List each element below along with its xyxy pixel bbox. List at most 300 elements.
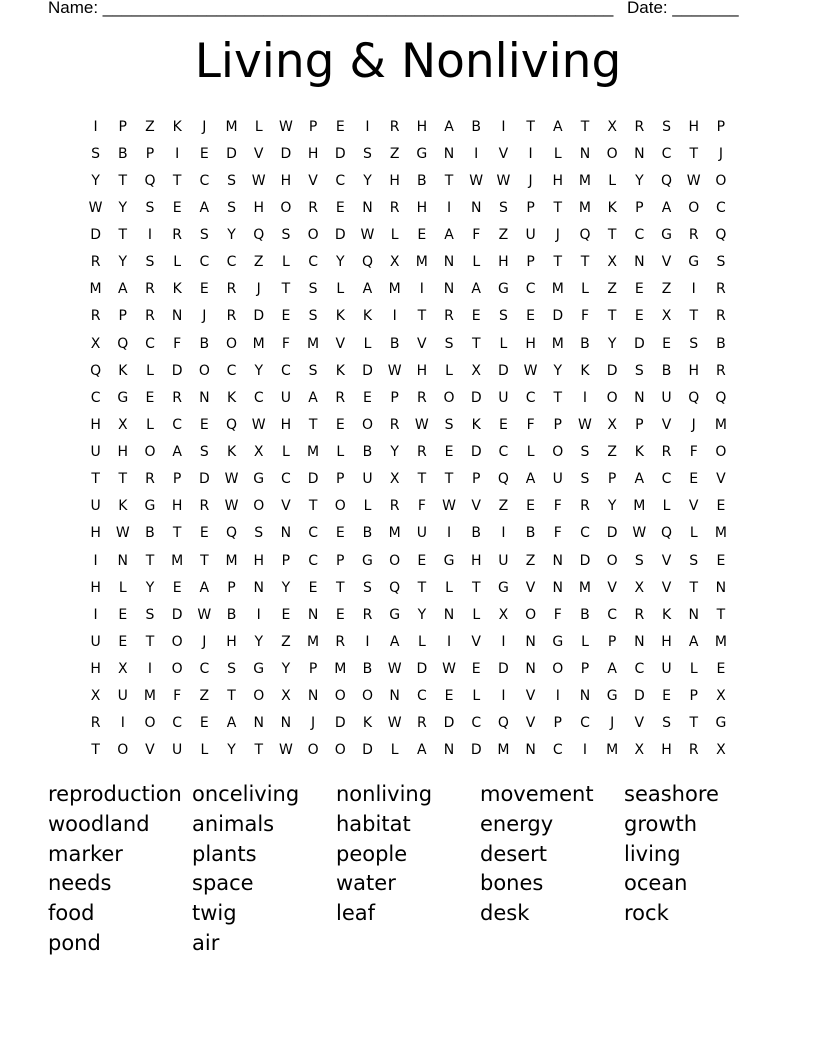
grid-letter: O xyxy=(307,742,319,759)
grid-letter: P xyxy=(227,579,236,596)
grid-letter: Q xyxy=(497,715,509,732)
grid-letter: R xyxy=(335,389,346,406)
grid-letter: E xyxy=(145,389,155,406)
grid-letter: F xyxy=(417,498,426,515)
grid-letter: L xyxy=(472,254,481,271)
grid-letter: B xyxy=(525,525,536,542)
grid-letter: K xyxy=(226,444,237,461)
grid-letter: D xyxy=(470,389,482,406)
word-bank-item: growth xyxy=(624,811,698,836)
grid-letter: Q xyxy=(226,525,238,542)
grid-letter: B xyxy=(471,118,482,135)
word-bank-item: nonliving xyxy=(336,782,433,806)
grid-letter: E xyxy=(716,498,726,515)
grid-letter: H xyxy=(389,172,400,189)
grid-letter: G xyxy=(497,579,509,596)
grid-letter: T xyxy=(308,416,318,433)
grid-letter: S xyxy=(363,579,372,596)
grid-letter: M xyxy=(307,633,320,650)
grid-letter: F xyxy=(553,525,562,542)
grid-letter: M xyxy=(89,281,102,298)
grid-letter: C xyxy=(199,172,210,189)
grid-letter: R xyxy=(145,281,155,298)
grid-letter: N xyxy=(579,688,591,705)
grid-letter: O xyxy=(552,444,564,461)
word-bank-item: pond xyxy=(48,930,101,955)
grid-letter: W xyxy=(278,742,293,759)
grid-letter: M xyxy=(334,661,347,678)
grid-letter: M xyxy=(551,281,564,298)
grid-letter: H xyxy=(416,199,428,216)
grid-letter: H xyxy=(90,525,101,542)
grid-letter: C xyxy=(525,389,536,406)
grid-letter: X xyxy=(716,688,726,705)
grid-letter: R xyxy=(226,281,237,298)
grid-letter: Z xyxy=(281,633,291,650)
grid-letter: E xyxy=(335,416,345,433)
grid-letter: P xyxy=(336,471,345,488)
grid-letter: U xyxy=(661,389,672,406)
grid-letter: E xyxy=(118,606,128,623)
grid-letter: E xyxy=(335,199,345,216)
word-bank-item: bones xyxy=(480,871,544,896)
grid-letter: R xyxy=(580,498,590,515)
grid-letter: Z xyxy=(498,498,509,515)
grid-letter: T xyxy=(580,254,590,271)
grid-letter: L xyxy=(689,661,698,678)
grid-letter: T xyxy=(689,579,698,596)
grid-letter: U xyxy=(280,389,292,406)
grid-letter: E xyxy=(281,308,291,325)
grid-letter: C xyxy=(281,362,291,379)
grid-row xyxy=(82,547,735,574)
grid-letter: X xyxy=(90,335,101,352)
grid-letter: R xyxy=(716,308,726,325)
grid-letter: R xyxy=(716,362,726,379)
word-bank-item: reproduction xyxy=(48,782,182,806)
grid-letter: M xyxy=(388,525,401,542)
grid-letter: A xyxy=(634,471,645,488)
grid-letter: E xyxy=(444,688,454,705)
grid-letter: Q xyxy=(361,254,373,271)
grid-letter: L xyxy=(553,145,562,162)
grid-letter: Z xyxy=(607,444,617,461)
grid-letter: L xyxy=(472,688,481,705)
grid-letter: S xyxy=(91,145,101,162)
grid-letter: D xyxy=(443,715,455,732)
grid-letter: V xyxy=(661,552,672,569)
grid-letter: R xyxy=(416,444,427,461)
grid-letter: V xyxy=(661,416,672,433)
grid-row xyxy=(82,249,735,276)
grid-letter: U xyxy=(661,661,672,678)
grid-letter: R xyxy=(389,118,400,135)
grid-letter: X xyxy=(117,416,128,433)
grid-letter: C xyxy=(525,281,536,298)
grid-letter: Z xyxy=(498,227,509,244)
grid-letter: Y xyxy=(145,579,155,596)
grid-letter: Y xyxy=(227,227,236,244)
grid-letter: W xyxy=(578,416,592,433)
grid-row xyxy=(82,656,735,683)
grid-letter: E xyxy=(526,308,536,325)
grid-letter: W xyxy=(632,525,647,542)
grid-letter: H xyxy=(688,118,699,135)
grid-letter: D xyxy=(633,335,645,352)
grid-letter: Y xyxy=(336,254,345,271)
grid-letter: I xyxy=(93,552,98,569)
grid-letter: P xyxy=(635,199,644,216)
grid-letter: F xyxy=(472,227,481,244)
word-bank-item: plants xyxy=(192,841,257,866)
grid-row xyxy=(82,601,735,628)
grid-letter: Y xyxy=(363,172,372,189)
grid-letter: D xyxy=(171,606,183,623)
grid-letter: R xyxy=(634,606,645,623)
grid-letter: C xyxy=(281,471,291,488)
grid-letter: D xyxy=(416,661,428,678)
grid-letter: N xyxy=(171,308,183,325)
grid-letter: S xyxy=(716,254,726,271)
grid-letter: Y xyxy=(553,362,563,379)
grid-letter: D xyxy=(606,525,618,542)
grid-letter: I xyxy=(474,145,479,162)
grid-letter: M xyxy=(171,552,184,569)
grid-letter: F xyxy=(173,335,182,352)
grid-letter: X xyxy=(389,471,400,488)
grid-letter: B xyxy=(362,661,373,678)
grid-letter: H xyxy=(90,661,101,678)
grid-letter: J xyxy=(202,633,207,650)
grid-letter: D xyxy=(633,688,645,705)
grid-row xyxy=(82,330,735,357)
grid-letter: Q xyxy=(226,416,238,433)
grid-letter: G xyxy=(416,145,428,162)
grid-letter: P xyxy=(526,199,535,216)
grid-letter: C xyxy=(199,254,210,271)
grid-letter: C xyxy=(172,715,183,732)
grid-letter: S xyxy=(634,362,644,379)
grid-letter: O xyxy=(606,389,618,406)
grid-letter: X xyxy=(498,606,509,623)
grid-letter: R xyxy=(145,308,155,325)
grid-letter: T xyxy=(444,172,454,189)
grid-letter: D xyxy=(226,145,237,162)
grid-letter: O xyxy=(389,552,401,569)
grid-letter: Z xyxy=(389,145,400,162)
grid-letter: E xyxy=(118,633,128,650)
grid-letter: A xyxy=(444,118,454,135)
grid-letter: U xyxy=(525,227,536,244)
grid-letter: M xyxy=(143,688,157,705)
grid-row xyxy=(82,167,735,194)
word-bank-item: water xyxy=(336,871,396,896)
grid-letter: C xyxy=(607,606,618,623)
grid-letter: V xyxy=(471,498,481,515)
grid-letter: T xyxy=(417,308,427,325)
grid-letter: O xyxy=(361,688,373,705)
grid-letter: U xyxy=(117,688,128,705)
grid-letter: J xyxy=(311,715,316,732)
grid-letter: T xyxy=(553,199,563,216)
grid-letter: C xyxy=(145,335,155,352)
grid-letter: H xyxy=(552,172,564,189)
grid-letter: P xyxy=(526,254,535,271)
grid-letter: C xyxy=(471,715,482,732)
grid-letter: T xyxy=(607,308,617,325)
grid-letter: K xyxy=(118,498,128,515)
grid-letter: U xyxy=(90,498,101,515)
grid-letter: C xyxy=(416,688,427,705)
grid-letter: E xyxy=(689,471,699,488)
grid-letter: H xyxy=(171,498,183,515)
grid-letter: C xyxy=(661,145,672,162)
grid-letter: T xyxy=(689,145,698,162)
grid-letter: W xyxy=(278,118,293,135)
grid-letter: N xyxy=(525,742,536,759)
grid-letter: Y xyxy=(91,172,100,189)
grid-letter: S xyxy=(281,227,291,244)
grid-row xyxy=(82,493,735,520)
grid-letter: B xyxy=(226,606,237,623)
grid-row xyxy=(82,466,735,493)
grid-letter: D xyxy=(171,362,183,379)
word-bank-item: people xyxy=(336,841,408,866)
grid-letter: N xyxy=(199,389,210,406)
grid-letter: M xyxy=(225,552,238,569)
grid-letter: O xyxy=(144,444,156,461)
grid-letter: T xyxy=(607,227,617,244)
grid-letter: B xyxy=(471,525,482,542)
grid-letter: R xyxy=(661,444,672,461)
grid-letter: L xyxy=(445,579,453,596)
grid-row xyxy=(82,222,735,249)
grid-letter: X xyxy=(90,688,101,705)
grid-letter: I xyxy=(501,633,506,650)
grid-letter: R xyxy=(716,281,726,298)
grid-letter: P xyxy=(607,633,617,650)
grid-letter: W xyxy=(251,416,266,433)
grid-letter: I xyxy=(555,688,560,705)
grid-letter: E xyxy=(471,661,481,678)
grid-letter: N xyxy=(362,199,373,216)
word-bank-item: onceliving xyxy=(192,782,300,806)
grid-letter: D xyxy=(606,362,618,379)
grid-row xyxy=(82,357,735,384)
grid-letter: G xyxy=(253,661,265,678)
grid-letter: I xyxy=(582,742,588,759)
grid-letter: L xyxy=(581,281,589,298)
grid-letter: W xyxy=(523,362,538,379)
grid-letter: J xyxy=(555,227,560,244)
grid-letter: C xyxy=(580,715,590,732)
grid-row xyxy=(82,710,735,737)
grid-letter: P xyxy=(118,308,127,325)
grid-letter: O xyxy=(334,688,346,705)
grid-letter: V xyxy=(688,498,699,515)
grid-letter: M xyxy=(307,444,320,461)
grid-letter: K xyxy=(661,606,672,623)
grid-letter: B xyxy=(716,335,726,352)
grid-letter: D xyxy=(334,227,346,244)
grid-letter: D xyxy=(198,471,210,488)
word-bank-item: seashore xyxy=(624,782,719,806)
grid-letter: L xyxy=(689,525,698,542)
grid-letter: L xyxy=(526,444,535,461)
grid-letter: B xyxy=(117,145,128,162)
grid-letter: N xyxy=(280,715,292,732)
grid-letter: O xyxy=(171,633,183,650)
grid-letter: O xyxy=(552,661,564,678)
grid-letter: X xyxy=(471,362,482,379)
grid-letter: O xyxy=(334,498,346,515)
grid-letter: V xyxy=(308,172,318,189)
grid-letter: Y xyxy=(281,661,291,678)
grid-letter: P xyxy=(281,552,291,569)
grid-letter: Q xyxy=(253,227,265,244)
grid-letter: A xyxy=(308,389,318,406)
grid-letter: X xyxy=(716,742,726,759)
grid-letter: T xyxy=(91,471,100,488)
grid-letter: L xyxy=(254,118,263,135)
grid-letter: E xyxy=(471,308,481,325)
grid-letter: V xyxy=(281,498,291,515)
grid-letter: O xyxy=(253,688,265,705)
grid-letter: H xyxy=(307,145,319,162)
grid-letter: A xyxy=(172,444,182,461)
grid-row xyxy=(82,303,735,330)
grid-letter: N xyxy=(634,145,645,162)
grid-letter: S xyxy=(662,715,671,732)
grid-letter: C xyxy=(580,525,590,542)
grid-letter: V xyxy=(661,579,672,596)
grid-letter: L xyxy=(336,444,345,461)
grid-letter: C xyxy=(634,661,645,678)
grid-letter: T xyxy=(716,606,726,623)
grid-letter: M xyxy=(606,742,619,759)
grid-letter: U xyxy=(498,389,509,406)
grid-letter: P xyxy=(553,416,562,433)
grid-letter: T xyxy=(172,172,182,189)
grid-letter: M xyxy=(714,525,727,542)
grid-letter: D xyxy=(579,552,591,569)
grid-letter: M xyxy=(307,335,320,352)
grid-letter: T xyxy=(145,633,155,650)
grid-letter: W xyxy=(387,715,402,732)
grid-letter: G xyxy=(389,606,401,623)
grid-letter: O xyxy=(198,362,210,379)
grid-letter: F xyxy=(689,444,698,461)
word-bank-item: habitat xyxy=(336,811,411,836)
grid-letter: M xyxy=(388,281,401,298)
grid-letter: N xyxy=(634,633,645,650)
grid-letter: I xyxy=(501,118,506,135)
grid-letter: C xyxy=(226,362,237,379)
grid-letter: W xyxy=(387,661,402,678)
grid-letter: C xyxy=(661,471,672,488)
grid-letter: H xyxy=(90,579,101,596)
grid-letter: O xyxy=(334,742,346,759)
grid-letter: L xyxy=(336,281,345,298)
grid-letter: R xyxy=(389,498,400,515)
grid-letter: E xyxy=(335,118,345,135)
grid-letter: S xyxy=(634,552,644,569)
grid-letter: T xyxy=(336,579,345,596)
grid-letter: Q xyxy=(90,362,102,379)
grid-letter: X xyxy=(607,118,617,135)
grid-letter: R xyxy=(199,498,210,515)
grid-letter: S xyxy=(254,525,264,542)
grid-letter: E xyxy=(662,335,671,352)
grid-letter: U xyxy=(90,633,101,650)
grid-letter: S xyxy=(498,199,508,216)
grid-letter: D xyxy=(498,362,509,379)
word-bank-item: marker xyxy=(48,841,123,866)
grid-letter: S xyxy=(227,199,236,216)
grid-letter: H xyxy=(117,444,129,461)
grid-letter: A xyxy=(661,199,672,216)
grid-letter: N xyxy=(634,254,645,271)
grid-letter: W xyxy=(414,416,429,433)
grid-letter: T xyxy=(689,715,698,732)
grid-letter: P xyxy=(118,118,127,135)
grid-letter: B xyxy=(417,172,427,189)
grid-letter: O xyxy=(606,552,618,569)
grid-letter: D xyxy=(253,308,265,325)
grid-letter: O xyxy=(144,715,156,732)
grid-letter: M xyxy=(225,118,238,135)
grid-letter: A xyxy=(444,227,454,244)
grid-letter: P xyxy=(390,389,399,406)
grid-letter: W xyxy=(115,525,130,542)
grid-letter: E xyxy=(417,227,427,244)
grid-row xyxy=(82,683,735,710)
grid-letter: M xyxy=(415,254,428,271)
grid-letter: N xyxy=(307,606,319,623)
grid-letter: L xyxy=(581,633,589,650)
grid-letter: X xyxy=(253,444,264,461)
grid-letter: J xyxy=(202,118,207,135)
grid-letter: A xyxy=(117,281,128,298)
grid-letter: N xyxy=(443,145,455,162)
grid-letter: T xyxy=(254,742,263,759)
grid-letter: P xyxy=(172,471,182,488)
grid-letter: W xyxy=(442,498,456,515)
grid-letter: I xyxy=(419,281,424,298)
grid-letter: W xyxy=(197,606,212,623)
grid-letter: V xyxy=(145,742,155,759)
grid-letter: P xyxy=(145,145,155,162)
grid-letter: D xyxy=(334,715,346,732)
grid-letter: O xyxy=(361,416,373,433)
grid-letter: K xyxy=(226,389,237,406)
grid-letter: E xyxy=(199,416,209,433)
grid-letter: C xyxy=(253,389,264,406)
grid-letter: T xyxy=(471,579,481,596)
grid-letter: I xyxy=(392,308,397,325)
grid-letter: V xyxy=(335,335,346,352)
grid-letter: T xyxy=(118,227,128,244)
name-field-label: Name: ______________________________________________________ xyxy=(48,0,614,17)
grid-letter: D xyxy=(90,227,101,244)
grid-letter: I xyxy=(501,525,506,542)
grid-letter: D xyxy=(470,742,482,759)
grid-letter: L xyxy=(499,335,508,352)
grid-letter: I xyxy=(582,389,588,406)
grid-letter: R xyxy=(226,308,237,325)
grid-letter: L xyxy=(118,579,127,596)
grid-letter: H xyxy=(280,416,292,433)
